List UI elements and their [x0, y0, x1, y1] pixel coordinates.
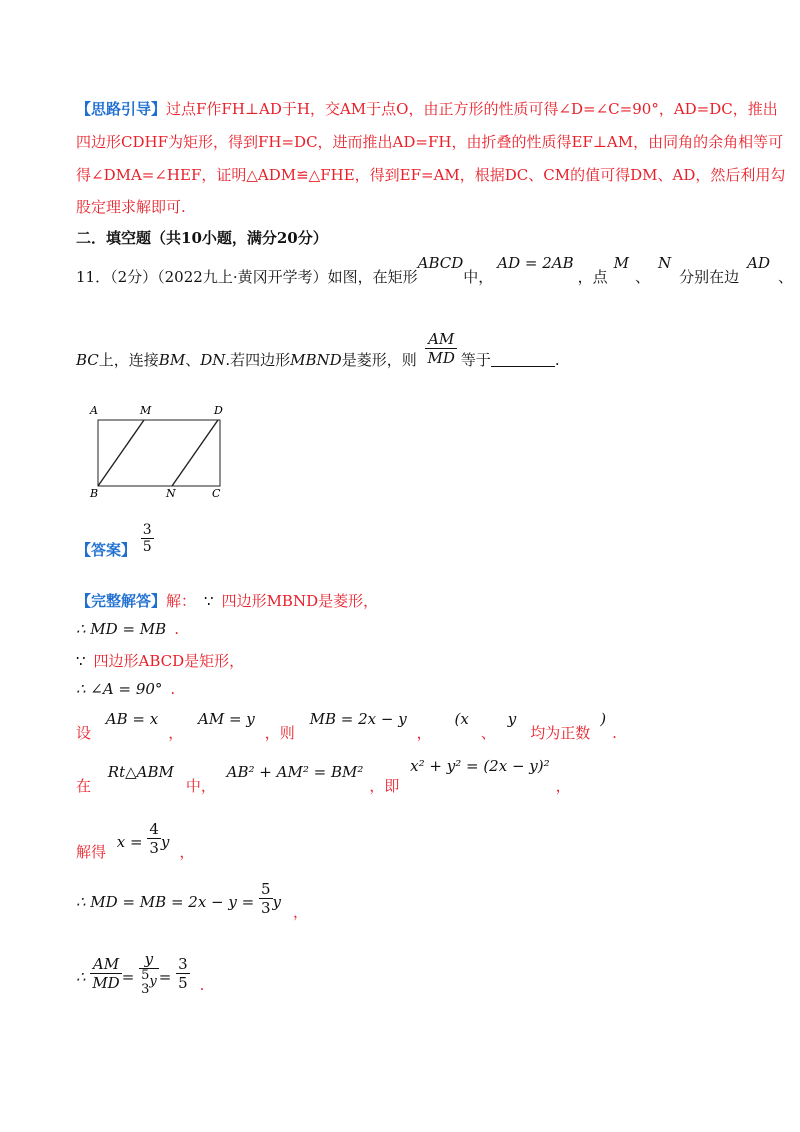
nested-numerator: 5	[141, 968, 150, 983]
equals-sign: =	[121, 967, 135, 986]
fraction-denominator: MD	[92, 974, 120, 992]
math-paren: )	[600, 710, 607, 728]
solution-tag: 【完整解答】	[76, 592, 167, 610]
solution-line-8	[76, 880, 309, 921]
question-text: 中，	[463, 268, 494, 286]
question-line-1	[76, 254, 794, 287]
answer-fraction	[141, 522, 154, 555]
solution-text: 中，	[185, 777, 216, 795]
hint-line-1	[76, 98, 778, 119]
section-title: 二．填空题（共10小题，满分20分）	[76, 229, 328, 247]
question-text: 是菱形，则	[341, 350, 417, 369]
fraction-denominator	[139, 968, 159, 997]
nested-denominator: 3	[141, 982, 150, 997]
math-n: N	[658, 254, 672, 272]
math-equation: x² + y² = (2x − y)²	[410, 757, 550, 775]
math-x-eq: x =	[116, 832, 143, 851]
math-abcd: ABCD	[417, 254, 464, 272]
solution-text: 四边形ABCD是矩形，	[93, 652, 245, 670]
because-symbol: ∵	[204, 592, 214, 610]
question-text: 、	[635, 268, 651, 286]
math-ad-eq: AD = 2AB	[497, 254, 574, 272]
question-number: 11．	[76, 268, 111, 286]
fraction-numerator: y	[144, 950, 154, 968]
solution-text: 设	[76, 724, 92, 742]
solution-text: 在	[76, 777, 92, 795]
question-score: （2分）	[110, 268, 158, 286]
math-ad: AD	[747, 254, 771, 272]
fraction-denominator: 3	[261, 899, 271, 917]
solution-text: ，	[168, 724, 184, 742]
fraction-numerator: AM	[92, 955, 120, 973]
fraction-numerator: 5	[261, 880, 271, 898]
solution-text: ，则	[264, 724, 295, 742]
fraction-am-md	[425, 330, 456, 367]
math-bm: BM	[158, 350, 186, 369]
math-md-mb: ∴ MD = MB	[76, 620, 167, 638]
solution-text: 均为正数	[530, 724, 591, 742]
question-text: ，点	[577, 268, 608, 286]
fraction-3-5	[176, 955, 190, 992]
question-text: 等于	[460, 350, 491, 369]
label-a: A	[90, 404, 98, 417]
question-line-2	[76, 330, 560, 367]
math-angle-a: ∴ ∠A = 90°	[76, 680, 163, 698]
solution-line-6	[76, 757, 571, 796]
math-bc: BC	[76, 350, 99, 369]
answer-line	[76, 522, 154, 559]
math-y: y	[272, 892, 282, 911]
math-mb: MB = 2x − y	[309, 710, 407, 728]
nested-y: y	[149, 974, 157, 989]
solution-text: 解：	[166, 592, 197, 610]
solution-line-2	[76, 620, 179, 638]
solution-text: ，	[416, 724, 432, 742]
rectangle-abcd	[98, 420, 220, 486]
math-dn: DN	[200, 350, 226, 369]
hint-text-1: 过点F作FH⊥AD于H，交AM于点O，由正方形的性质可得∠D=∠C=90°，AD=DC，推出	[166, 100, 778, 118]
hint-tag: 【思路引导】	[76, 100, 167, 118]
math-mbnd: MBND	[290, 350, 342, 369]
math-am-y: AM = y	[198, 710, 255, 728]
solution-text: .	[612, 724, 617, 742]
solution-line-3	[76, 650, 244, 671]
fraction-5-3	[259, 880, 273, 917]
solution-line-1	[76, 590, 378, 611]
fraction-4-3	[147, 820, 161, 857]
segment-bm	[98, 420, 144, 486]
hint-line-2: 四边形CDHF为矩形，得到FH=DC，进而推出AD=FH，由折叠的性质得EF⊥AM，由同角的余角相等可	[76, 133, 784, 151]
fraction-numerator: 4	[149, 820, 159, 838]
question-text: .若四边形	[225, 350, 291, 369]
solution-text: .	[174, 620, 179, 638]
answer-blank	[491, 352, 555, 367]
math-ab-x: AB = x	[105, 710, 159, 728]
question-text: .	[554, 350, 560, 369]
math-md-mb-eq: ∴ MD = MB = 2x − y =	[76, 892, 255, 911]
fraction-denominator: 3	[149, 839, 159, 857]
solution-line-4	[76, 680, 175, 698]
fraction-y-over-5-3-y	[139, 950, 159, 997]
question-text: 分别在边	[679, 268, 740, 286]
label-n: N	[166, 487, 176, 500]
question-text: 、	[778, 268, 794, 286]
math-y: y	[160, 832, 170, 851]
solution-line-7	[76, 820, 195, 861]
math-y: y	[507, 710, 517, 728]
label-m: M	[140, 404, 152, 417]
hint-line-3: 得∠DMA=∠HEF，证明△ADM≌△FHE，得到EF=AM，根据DC、CM的值可得DM、AD，然后利用勾	[76, 166, 786, 184]
segment-dn	[172, 420, 218, 486]
solution-line-9	[76, 950, 204, 997]
solution-text: 、	[480, 724, 496, 742]
math-m: M	[613, 254, 630, 272]
question-text: 如图，在矩形	[327, 268, 418, 286]
solution-text: 解得	[76, 842, 107, 861]
label-c: C	[212, 487, 221, 500]
solution-text: .	[170, 680, 176, 698]
math-rt-abm: Rt△ABM	[107, 763, 174, 781]
answer-tag: 【答案】	[76, 540, 137, 559]
equals-sign: =	[158, 967, 172, 986]
fraction-denominator: MD	[427, 349, 455, 367]
solution-text: ，	[179, 842, 195, 861]
solution-text: 四边形MBND是菱形，	[221, 592, 379, 610]
math-pythagoras: AB² + AM² = BM²	[226, 763, 364, 781]
therefore-symbol: ∴	[76, 967, 86, 986]
fraction-numerator: AM	[428, 330, 455, 348]
label-b: B	[90, 487, 99, 500]
math-x: (x	[454, 710, 469, 728]
fraction-numerator: 3	[142, 522, 152, 538]
solution-line-5	[76, 710, 617, 743]
rectangle-figure	[86, 400, 236, 500]
solution-text: .	[199, 975, 205, 994]
hint-line-4: 股定理求解即可.	[76, 198, 186, 216]
question-source: （2022九上·黄冈开学考）	[157, 268, 328, 286]
solution-text: ，	[555, 777, 571, 795]
fraction-denominator: 5	[178, 974, 188, 992]
fraction-numerator: 3	[178, 955, 188, 973]
solution-text: ，	[293, 902, 309, 921]
solution-text: ，即	[369, 777, 400, 795]
question-text: 、	[185, 350, 201, 369]
label-d: D	[214, 404, 223, 417]
fraction-denominator: 5	[142, 539, 152, 555]
question-text: 上，连接	[98, 350, 159, 369]
fraction-am-md-2	[90, 955, 121, 992]
because-symbol: ∵	[76, 652, 86, 670]
